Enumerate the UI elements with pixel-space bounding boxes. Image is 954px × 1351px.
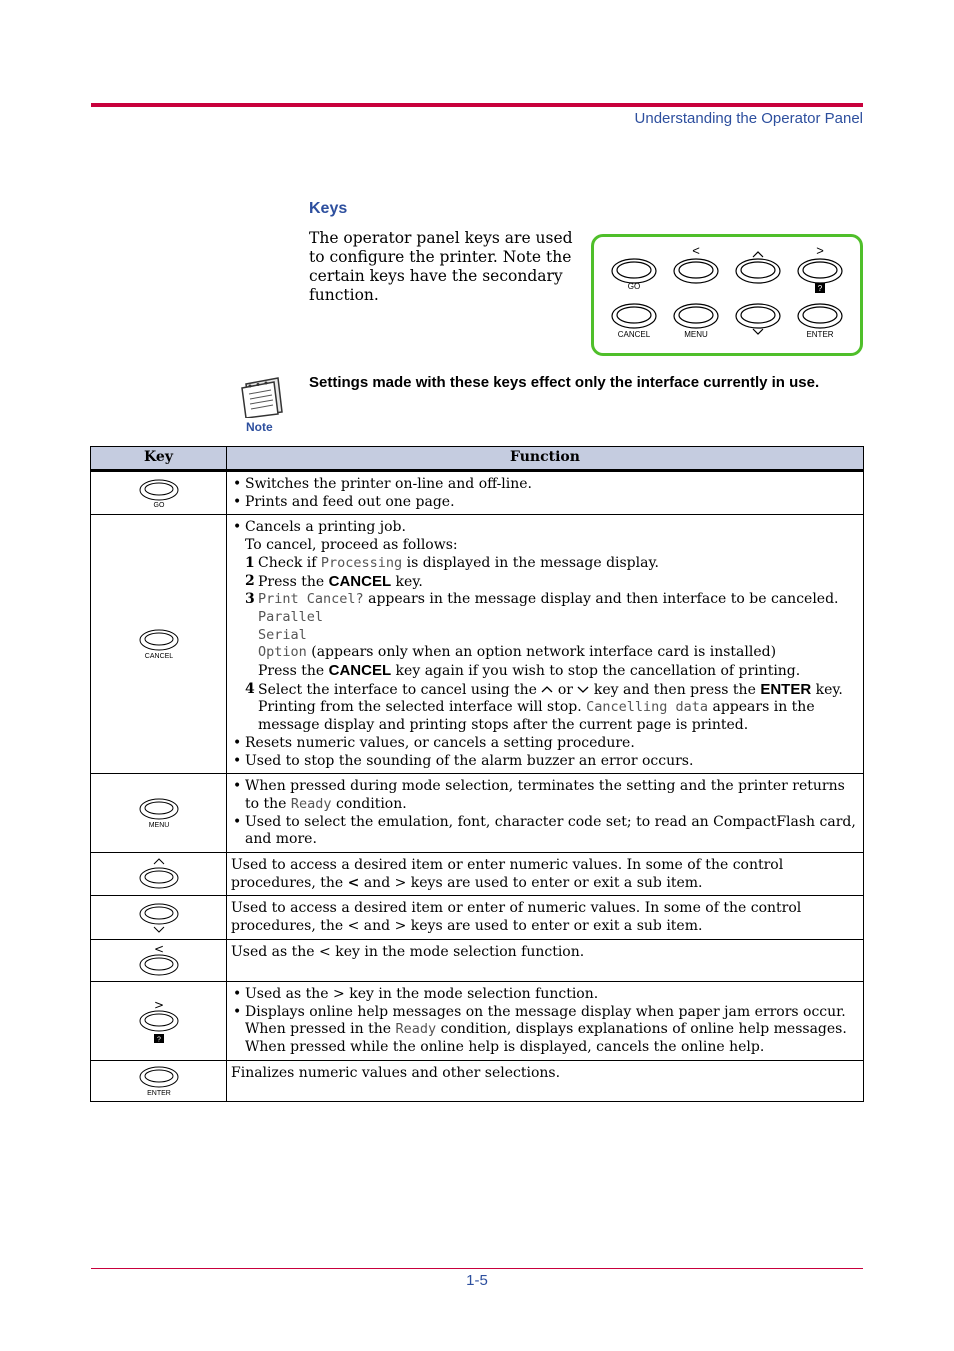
list-item xyxy=(231,519,859,734)
table-row-right xyxy=(91,981,864,1060)
header-rule xyxy=(91,103,863,107)
note-label: Note xyxy=(246,420,273,434)
left-key-symbol: < xyxy=(153,942,164,957)
cancel-bullet-1: • Cancels a printing job. xyxy=(245,519,406,536)
up-key-icon xyxy=(137,857,181,891)
keys-table xyxy=(90,446,864,1102)
list-item: • Used to stop the sounding of the alarm buzzer an error occurs. xyxy=(231,753,859,771)
down-function-cell: Used to access a desired item or enter of numeric values. In some of the control procedures, the < and > keys are used to enter or exit a sub item. xyxy=(227,896,864,939)
cancel-step-2: 2 Press the CANCEL key. xyxy=(245,572,423,590)
right-key-icon xyxy=(137,998,181,1044)
enter-key-cell xyxy=(91,1060,227,1101)
left-function-cell: Used as the < key in the mode selection function. xyxy=(227,939,864,981)
interface-option-parallel: Parallel xyxy=(258,608,324,625)
cancel-step-1: 1 Check if Processing is displayed in the message display. xyxy=(245,554,659,571)
cancel-step-4: 4 Select the interface to cancel using the or key and then press the ENTER key. xyxy=(245,680,843,698)
menu-key-label: MENU xyxy=(148,822,169,830)
down-arrow-icon xyxy=(577,684,589,694)
left-key-icon xyxy=(137,942,181,978)
cancel-key-cell xyxy=(91,515,227,774)
go-function-cell xyxy=(227,471,864,515)
cancel-step-4-result: Printing from the selected interface will stop. Cancelling data appears in the message display and printing stops after the current page is printed. xyxy=(258,699,815,734)
list-item: • Switches the printer on-line and off-line. xyxy=(231,476,859,494)
cancel-step-3: 3 Print Cancel? appears in the message display and then interface to be canceled. xyxy=(245,591,839,608)
interface-option-option: Option (appears only when an option network interface card is installed) xyxy=(258,644,777,661)
panel-left-arrow-label: < xyxy=(692,243,700,258)
section-title: Keys xyxy=(309,200,348,217)
cancel-step-3-note: Press the CANCEL key again if you wish to stop the cancellation of printing. xyxy=(258,662,801,680)
right-key-symbol: > xyxy=(153,997,164,1012)
interface-option-serial: Serial xyxy=(258,626,307,643)
cancel-key-label: CANCEL xyxy=(144,653,173,661)
panel-enter-label: ENTER xyxy=(806,330,834,339)
table-row-left xyxy=(91,939,864,981)
list-item: • Used as the > key in the mode selection function. xyxy=(231,986,859,1004)
table-row-enter xyxy=(91,1060,864,1101)
list-item: • Prints and feed out one page. xyxy=(231,494,859,512)
menu-function-cell xyxy=(227,774,864,853)
table-row-up xyxy=(91,853,864,896)
panel-right-arrow-label: > xyxy=(816,243,824,258)
page-header-title: Understanding the Operator Panel xyxy=(634,110,863,127)
cancel-function-cell xyxy=(227,515,864,774)
table-row-go xyxy=(91,471,864,515)
up-key-cell xyxy=(91,853,227,896)
note-notepad-icon xyxy=(238,376,286,422)
left-key-cell xyxy=(91,939,227,981)
up-arrow-icon xyxy=(541,684,553,694)
note-text: Settings made with these keys effect only the interface currently in use. xyxy=(309,374,820,391)
panel-cancel-label: CANCEL xyxy=(617,330,651,339)
table-row-menu xyxy=(91,774,864,853)
table-header-row xyxy=(91,447,864,471)
footer-rule xyxy=(91,1268,863,1269)
table-row-down xyxy=(91,896,864,939)
right-function-cell xyxy=(227,981,864,1060)
table-row-cancel xyxy=(91,515,864,774)
up-function-cell: Used to access a desired item or enter numeric values. In some of the control procedures, the < and > keys are used to enter or exit a sub item. xyxy=(227,853,864,896)
cancel-key-icon xyxy=(137,627,181,661)
panel-go-label: GO xyxy=(627,282,641,291)
down-key-cell xyxy=(91,896,227,939)
list-item: • Resets numeric values, or cancels a setting procedure. xyxy=(231,735,859,753)
menu-key-icon xyxy=(137,796,181,830)
list-item: • Used to select the emulation, font, character code set; to read an CompactFlash card, and more. xyxy=(231,814,859,849)
operator-panel-diagram xyxy=(591,234,863,356)
enter-key-label: ENTER xyxy=(146,1089,171,1097)
enter-function-cell: Finalizes numeric values and other selections. xyxy=(227,1060,864,1101)
enter-key-icon xyxy=(137,1064,181,1098)
help-key-label: ? xyxy=(156,1036,161,1044)
column-header-key: Key xyxy=(91,447,227,471)
go-key-icon xyxy=(137,477,181,509)
go-key-label: GO xyxy=(153,502,164,510)
page-number: 1-5 xyxy=(466,1272,488,1289)
right-key-cell xyxy=(91,981,227,1060)
list-item: • When pressed during mode selection, terminates the setting and the printer returns to the Ready condition. xyxy=(231,778,859,813)
go-key-cell xyxy=(91,471,227,515)
menu-key-cell xyxy=(91,774,227,853)
cancel-procedure-intro: To cancel, proceed as follows: xyxy=(245,537,458,554)
panel-menu-label: MENU xyxy=(684,330,708,339)
down-key-icon xyxy=(137,901,181,935)
intro-paragraph: The operator panel keys are used to configure the printer. Note the certain keys have the secondary function. xyxy=(309,229,573,304)
panel-help-label: ? xyxy=(817,284,823,293)
column-header-function: Function xyxy=(227,447,864,471)
list-item: • Displays online help messages on the message display when paper jam errors occur. When pressed in the Ready condition, displays explanations of online help messages. When pressed while the online help is displayed, cancels the online help. xyxy=(231,1004,859,1057)
